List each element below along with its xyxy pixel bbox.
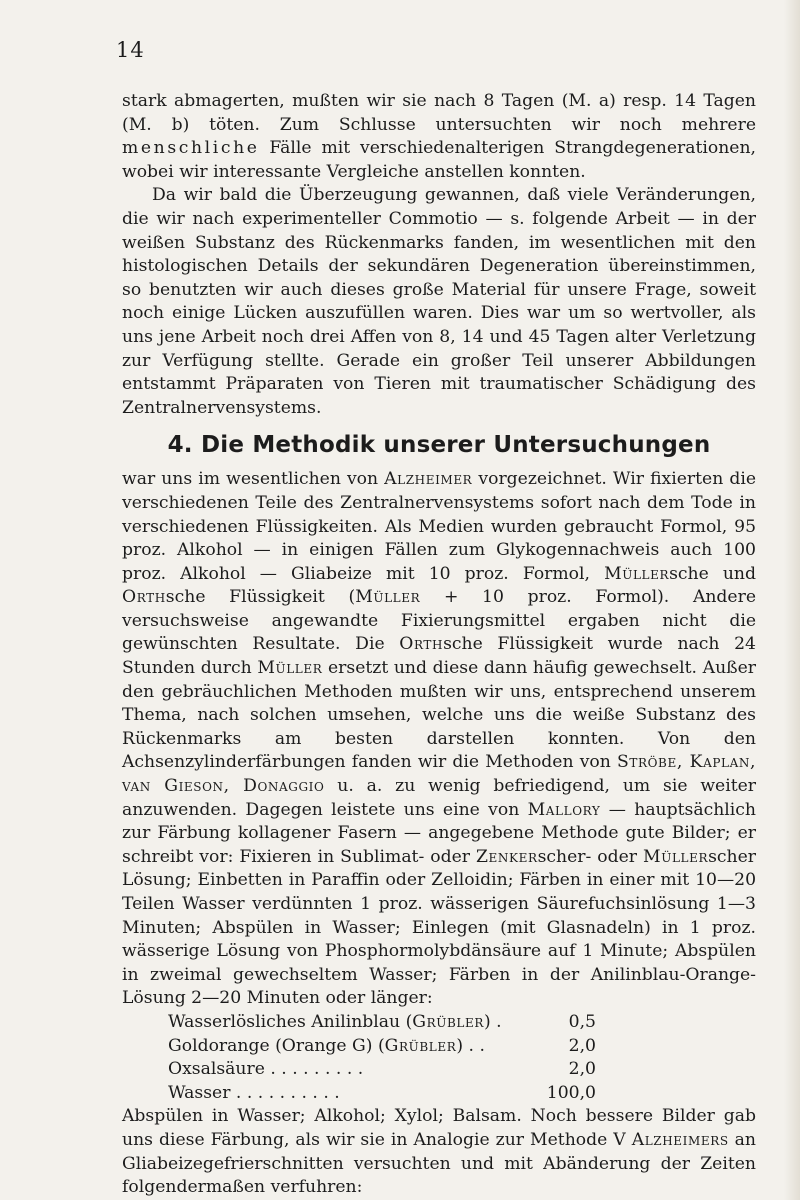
author-name: Orth xyxy=(122,587,166,608)
author-name: Alzheimers xyxy=(631,1129,729,1150)
page-edge-shadow xyxy=(784,0,800,1200)
text-run: — hauptsächlich zur Färbung kollagener Fasern — angegebene Methode gute Bilder; er schreibt vor: Fixieren in Sublimat- oder xyxy=(122,799,756,867)
author-name: Orth xyxy=(399,634,444,655)
formula-ingredient: Oxsalsäure . . . . . . . . . xyxy=(168,1059,364,1080)
author-name: Mallory xyxy=(527,799,601,820)
paragraph-procedure xyxy=(122,1105,756,1199)
staining-formula xyxy=(168,1011,596,1105)
paragraph-commotio: Da wir bald die Überzeugung gewannen, daß viele Veränderungen, die wir nach experimenteller Commotio — s. folgende Arbeit — in der weißen Substanz des Rückenmarks fanden, im wesentlichen mit den histologischen Details der sekundären Degeneration übereinstimmen, so benutzten wir auch dieses große Material für unsere Frage, soweit noch einige Lücken auszufüllen waren. Dies war um so wertvoller, als uns jene Arbeit noch drei Affen von 8, 14 und 45 Tagen alter Verletzung zur Verfügung stellte. Gerade ein großer Teil unserer Abbildungen entstammt Präparaten von Tieren mit traumatischer Schädigung des Zentralnervensystems. xyxy=(122,185,756,418)
formula-ingredient: Goldorange (Orange G) (Grübler) . . xyxy=(168,1035,485,1056)
text-run: war uns im wesentlichen von xyxy=(122,469,385,490)
author-name: Zenker xyxy=(476,846,538,867)
text-run: Abspülen in Wasser; Alkohol; Xylol; Balsam. Noch bessere Bilder gab uns diese Färbung, als wir sie in Analogie zur Methode V xyxy=(122,1106,756,1150)
text-run: vorgezeichnet. Wir fixierten die verschiedenen Teile des Zentralnervensystems sofort nach dem Tode in verschiedenen Flüssigkeiten. Als Medien wurden gebraucht Formol, 95 proz. Alkohol — in einigen Fällen zum Glykogennachweis auch 100 proz. Alkohol — Gliabeize mit 10 proz. Formol, xyxy=(122,469,756,584)
formula-row xyxy=(168,1082,596,1106)
formula-row xyxy=(168,1058,596,1082)
formula-amount: 2,0 xyxy=(568,1035,596,1056)
paragraph-methods xyxy=(122,468,756,1011)
text-run: sche Flüssigkeit ( xyxy=(165,587,356,608)
author-name: Müller xyxy=(355,587,421,608)
text-run: ersetzt und diese dann häufig gewechselt. Außer den gebräuchlichen Methoden mußten wir uns, entsprechend unserem Thema, nach solchen umsehen, welche uns die weiße Substanz des Rückenmarks am besten darstellen konnten. Von den Achsenzylinderfärbungen fanden wir die Methoden von xyxy=(122,658,757,773)
text-run: sche und xyxy=(669,563,757,584)
formula-amount: 0,5 xyxy=(568,1011,596,1032)
paragraph-intro xyxy=(122,90,756,184)
author-names: Ströbe, Kaplan, van Gieson, Donaggio xyxy=(122,752,757,797)
page-number: 14 xyxy=(116,38,145,62)
text-run: Fälle mit verschiedenalterigen Strangdegenerationen, wobei wir interessante Vergleiche anstellen konnten. xyxy=(122,138,756,182)
text-run: stark abmagerten, mußten wir sie nach 8 Tagen (M. a) resp. 14 Tagen (M. b) töten. Zum Schlusse untersuchten wir noch mehrere xyxy=(122,91,756,135)
formula-amount: 100,0 xyxy=(546,1082,596,1103)
formula-ingredient: Wasserlösliches Anilinblau (Grübler) . xyxy=(168,1011,502,1032)
author-name: Alzheimer xyxy=(384,469,473,490)
text-run: scher- oder xyxy=(537,846,644,867)
text-run: + 10 proz. Formol). Andere versuchsweise angewandte Fixierungsmittel ergaben nicht die gewünschten Resultate. Die xyxy=(122,587,756,655)
author-name: Müller xyxy=(257,658,323,679)
formula-row xyxy=(168,1011,596,1035)
formula-amount: 2,0 xyxy=(568,1059,596,1080)
text-run: u. a. zu wenig befriedigend, um sie weiter anzuwenden. Dagegen leistete uns eine von xyxy=(122,776,757,820)
formula-row xyxy=(168,1035,596,1059)
spaced-word: menschliche xyxy=(122,138,260,159)
text-run: sche Flüssigkeit wurde nach 24 Stunden durch xyxy=(122,634,756,679)
section-heading: 4. Die Methodik unserer Untersuchungen xyxy=(167,432,711,459)
formula-ingredient: Wasser . . . . . . . . . . xyxy=(168,1082,340,1103)
text-run: an Gliabeizegefrierschnitten versuchten und mit Abänderung der Zeiten folgendermaßen verfuhren: xyxy=(122,1129,756,1198)
author-name: Müller xyxy=(604,563,670,584)
text-run: scher Lösung; Einbetten in Paraffin oder Zelloidin; Färben in einer mit 10—20 Teilen Wasser verdünnten 1 proz. wässerigen Säurefuchsinlösung 1—3 Minuten; Abspülen in Wasser; Einlegen (mit Glasnadeln) in 1 proz. wässerige Lösung von Phosphormolybdänsäure auf 1 Minute; Abspülen in zweimal gewechseltem Wasser; Färben in der Anilinblau-Orange-Lösung 2—20 Minuten oder länger: xyxy=(122,846,756,1009)
author-name: Müller xyxy=(643,846,709,867)
